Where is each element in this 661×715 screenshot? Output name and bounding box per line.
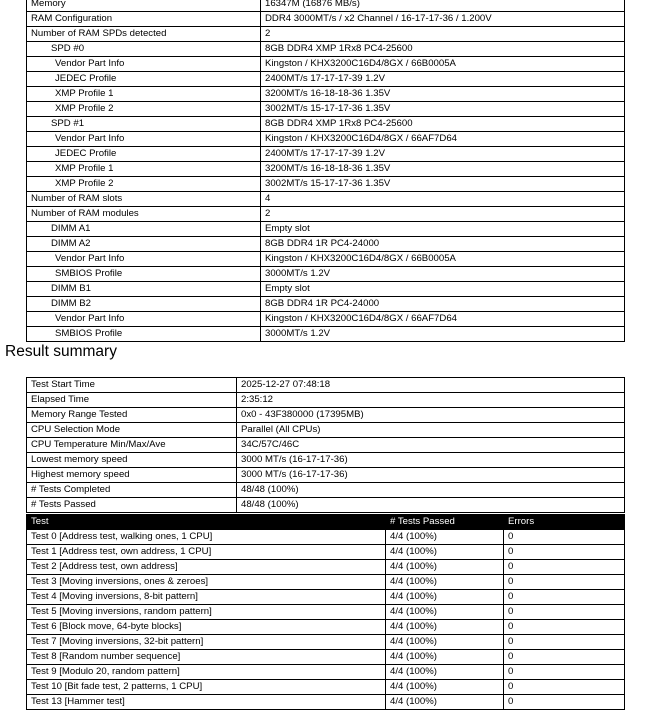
summary-value: 3000 MT/s (16-17-17-36) bbox=[237, 468, 625, 483]
memory-info-label: Vendor Part Info bbox=[27, 252, 261, 267]
test-errors: 0 bbox=[504, 545, 625, 560]
memory-info-value: 2400MT/s 17-17-17-39 1.2V bbox=[261, 147, 625, 162]
memory-info-label: SPD #1 bbox=[27, 117, 261, 132]
test-results-header-row bbox=[27, 515, 625, 530]
memory-info-row bbox=[27, 102, 625, 117]
memory-info-value: 3000MT/s 1.2V bbox=[261, 267, 625, 282]
test-passed: 4/4 (100%) bbox=[386, 695, 504, 710]
memory-info-value: 16347M (16876 MB/s) bbox=[261, 0, 625, 12]
summary-value: 48/48 (100%) bbox=[237, 483, 625, 498]
memory-info-row bbox=[27, 327, 625, 342]
memory-info-row bbox=[27, 312, 625, 327]
memory-info-row bbox=[27, 0, 625, 12]
test-row bbox=[27, 680, 625, 695]
test-name: Test 1 [Address test, own address, 1 CPU] bbox=[27, 545, 386, 560]
summary-value: 3000 MT/s (16-17-17-36) bbox=[237, 453, 625, 468]
memory-info-label: XMP Profile 1 bbox=[27, 87, 261, 102]
memory-info-row bbox=[27, 192, 625, 207]
summary-row bbox=[27, 423, 625, 438]
memory-info-value: Kingston / KHX3200C16D4/8GX / 66B0005A bbox=[261, 252, 625, 267]
test-name: Test 10 [Bit fade test, 2 patterns, 1 CPU] bbox=[27, 680, 386, 695]
test-errors: 0 bbox=[504, 695, 625, 710]
summary-label: Lowest memory speed bbox=[27, 453, 237, 468]
memory-info-row bbox=[27, 72, 625, 87]
test-passed: 4/4 (100%) bbox=[386, 620, 504, 635]
test-passed: 4/4 (100%) bbox=[386, 605, 504, 620]
test-name: Test 2 [Address test, own address] bbox=[27, 560, 386, 575]
test-errors: 0 bbox=[504, 605, 625, 620]
memory-info-value: 2 bbox=[261, 207, 625, 222]
memory-info-table bbox=[26, 0, 625, 342]
test-errors: 0 bbox=[504, 590, 625, 605]
summary-value: 2:35:12 bbox=[237, 393, 625, 408]
memory-info-value: 8GB DDR4 XMP 1Rx8 PC4-25600 bbox=[261, 117, 625, 132]
test-passed: 4/4 (100%) bbox=[386, 650, 504, 665]
test-name: Test 7 [Moving inversions, 32-bit pattern] bbox=[27, 635, 386, 650]
test-row bbox=[27, 560, 625, 575]
test-errors: 0 bbox=[504, 635, 625, 650]
test-results-table bbox=[26, 514, 625, 710]
memory-info-row bbox=[27, 177, 625, 192]
test-passed: 4/4 (100%) bbox=[386, 665, 504, 680]
summary-row bbox=[27, 453, 625, 468]
test-name: Test 5 [Moving inversions, random pattern] bbox=[27, 605, 386, 620]
memory-info-label: Number of RAM SPDs detected bbox=[27, 27, 261, 42]
summary-value: 0x0 - 43F380000 (17395MB) bbox=[237, 408, 625, 423]
memory-info-row bbox=[27, 12, 625, 27]
test-passed: 4/4 (100%) bbox=[386, 680, 504, 695]
memory-info-label: Vendor Part Info bbox=[27, 57, 261, 72]
summary-label: CPU Selection Mode bbox=[27, 423, 237, 438]
test-row bbox=[27, 620, 625, 635]
test-row bbox=[27, 545, 625, 560]
test-passed: 4/4 (100%) bbox=[386, 560, 504, 575]
memory-info-value: DDR4 3000MT/s / x2 Channel / 16-17-17-36 / 1.200V bbox=[261, 12, 625, 27]
test-errors: 0 bbox=[504, 665, 625, 680]
test-row bbox=[27, 650, 625, 665]
summary-row bbox=[27, 438, 625, 453]
memory-info-value: 8GB DDR4 1R PC4-24000 bbox=[261, 297, 625, 312]
memory-info-value: Empty slot bbox=[261, 222, 625, 237]
memory-info-row bbox=[27, 87, 625, 102]
memory-info-row bbox=[27, 132, 625, 147]
summary-label: CPU Temperature Min/Max/Ave bbox=[27, 438, 237, 453]
memory-info-label: Number of RAM slots bbox=[27, 192, 261, 207]
memory-info-value: 3200MT/s 16-18-18-36 1.35V bbox=[261, 87, 625, 102]
memory-info-label: Number of RAM modules bbox=[27, 207, 261, 222]
memory-info-row bbox=[27, 267, 625, 282]
memory-info-row bbox=[27, 222, 625, 237]
memory-info-label: JEDEC Profile bbox=[27, 72, 261, 87]
test-row bbox=[27, 665, 625, 680]
test-passed: 4/4 (100%) bbox=[386, 545, 504, 560]
memory-info-row bbox=[27, 57, 625, 72]
test-name: Test 8 [Random number sequence] bbox=[27, 650, 386, 665]
memory-info-row bbox=[27, 147, 625, 162]
result-summary-body bbox=[27, 378, 625, 513]
test-row bbox=[27, 590, 625, 605]
test-passed: 4/4 (100%) bbox=[386, 575, 504, 590]
memory-info-label: XMP Profile 2 bbox=[27, 177, 261, 192]
header-test: Test bbox=[27, 515, 386, 530]
test-name: Test 0 [Address test, walking ones, 1 CPU] bbox=[27, 530, 386, 545]
summary-label: # Tests Passed bbox=[27, 498, 237, 513]
memory-info-value: 3002MT/s 15-17-17-36 1.35V bbox=[261, 177, 625, 192]
test-results-body bbox=[27, 530, 625, 710]
memory-info-label: DIMM B2 bbox=[27, 297, 261, 312]
summary-label: Test Start Time bbox=[27, 378, 237, 393]
test-errors: 0 bbox=[504, 575, 625, 590]
memory-info-row bbox=[27, 42, 625, 57]
summary-value: Parallel (All CPUs) bbox=[237, 423, 625, 438]
summary-row bbox=[27, 408, 625, 423]
test-name: Test 13 [Hammer test] bbox=[27, 695, 386, 710]
test-name: Test 6 [Block move, 64-byte blocks] bbox=[27, 620, 386, 635]
memory-info-value: 3000MT/s 1.2V bbox=[261, 327, 625, 342]
summary-label: Highest memory speed bbox=[27, 468, 237, 483]
header-errors: Errors bbox=[504, 515, 625, 530]
memory-info-label: SMBIOS Profile bbox=[27, 327, 261, 342]
test-passed: 4/4 (100%) bbox=[386, 590, 504, 605]
memory-info-value: Kingston / KHX3200C16D4/8GX / 66AF7D64 bbox=[261, 132, 625, 147]
test-row bbox=[27, 695, 625, 710]
memory-info-value: 3002MT/s 15-17-17-36 1.35V bbox=[261, 102, 625, 117]
memory-info-row bbox=[27, 282, 625, 297]
memory-info-label: DIMM A1 bbox=[27, 222, 261, 237]
memory-info-body bbox=[27, 0, 625, 342]
test-passed: 4/4 (100%) bbox=[386, 635, 504, 650]
header-tests-passed: # Tests Passed bbox=[386, 515, 504, 530]
memory-info-value: 2 bbox=[261, 27, 625, 42]
summary-row bbox=[27, 393, 625, 408]
summary-label: Memory Range Tested bbox=[27, 408, 237, 423]
memory-info-row bbox=[27, 27, 625, 42]
memory-info-value: 2400MT/s 17-17-17-39 1.2V bbox=[261, 72, 625, 87]
memory-info-row bbox=[27, 252, 625, 267]
memory-info-label: XMP Profile 2 bbox=[27, 102, 261, 117]
summary-row bbox=[27, 498, 625, 513]
memory-info-value: Kingston / KHX3200C16D4/8GX / 66AF7D64 bbox=[261, 312, 625, 327]
test-row bbox=[27, 605, 625, 620]
memory-info-label: DIMM B1 bbox=[27, 282, 261, 297]
summary-label: # Tests Completed bbox=[27, 483, 237, 498]
memory-info-label: JEDEC Profile bbox=[27, 147, 261, 162]
memory-info-value: 8GB DDR4 1R PC4-24000 bbox=[261, 237, 625, 252]
memory-info-value: Empty slot bbox=[261, 282, 625, 297]
memory-info-value: 3200MT/s 16-18-18-36 1.35V bbox=[261, 162, 625, 177]
test-row bbox=[27, 635, 625, 650]
memory-info-label: DIMM A2 bbox=[27, 237, 261, 252]
memory-info-row bbox=[27, 117, 625, 132]
memory-info-label: Vendor Part Info bbox=[27, 312, 261, 327]
test-errors: 0 bbox=[504, 620, 625, 635]
memory-info-row bbox=[27, 297, 625, 312]
memory-info-value: Kingston / KHX3200C16D4/8GX / 66B0005A bbox=[261, 57, 625, 72]
test-name: Test 3 [Moving inversions, ones & zeroes] bbox=[27, 575, 386, 590]
memory-info-label: Memory bbox=[27, 0, 261, 12]
summary-label: Elapsed Time bbox=[27, 393, 237, 408]
memory-info-row bbox=[27, 237, 625, 252]
memory-info-label: XMP Profile 1 bbox=[27, 162, 261, 177]
summary-row bbox=[27, 483, 625, 498]
memory-info-label: SPD #0 bbox=[27, 42, 261, 57]
memory-info-value: 8GB DDR4 XMP 1Rx8 PC4-25600 bbox=[261, 42, 625, 57]
summary-value: 2025-12-27 07:48:18 bbox=[237, 378, 625, 393]
result-summary-table bbox=[26, 377, 625, 513]
test-errors: 0 bbox=[504, 680, 625, 695]
summary-row bbox=[27, 468, 625, 483]
test-name: Test 9 [Modulo 20, random pattern] bbox=[27, 665, 386, 680]
memory-info-label: SMBIOS Profile bbox=[27, 267, 261, 282]
memory-info-row bbox=[27, 207, 625, 222]
test-errors: 0 bbox=[504, 650, 625, 665]
test-row bbox=[27, 530, 625, 545]
summary-row bbox=[27, 378, 625, 393]
memory-info-label: RAM Configuration bbox=[27, 12, 261, 27]
summary-value: 48/48 (100%) bbox=[237, 498, 625, 513]
test-row bbox=[27, 575, 625, 590]
test-passed: 4/4 (100%) bbox=[386, 530, 504, 545]
result-summary-heading: Result summary bbox=[5, 343, 117, 360]
memory-info-value: 4 bbox=[261, 192, 625, 207]
test-errors: 0 bbox=[504, 530, 625, 545]
memory-info-row bbox=[27, 162, 625, 177]
test-name: Test 4 [Moving inversions, 8-bit pattern] bbox=[27, 590, 386, 605]
memory-info-label: Vendor Part Info bbox=[27, 132, 261, 147]
test-errors: 0 bbox=[504, 560, 625, 575]
summary-value: 34C/57C/46C bbox=[237, 438, 625, 453]
